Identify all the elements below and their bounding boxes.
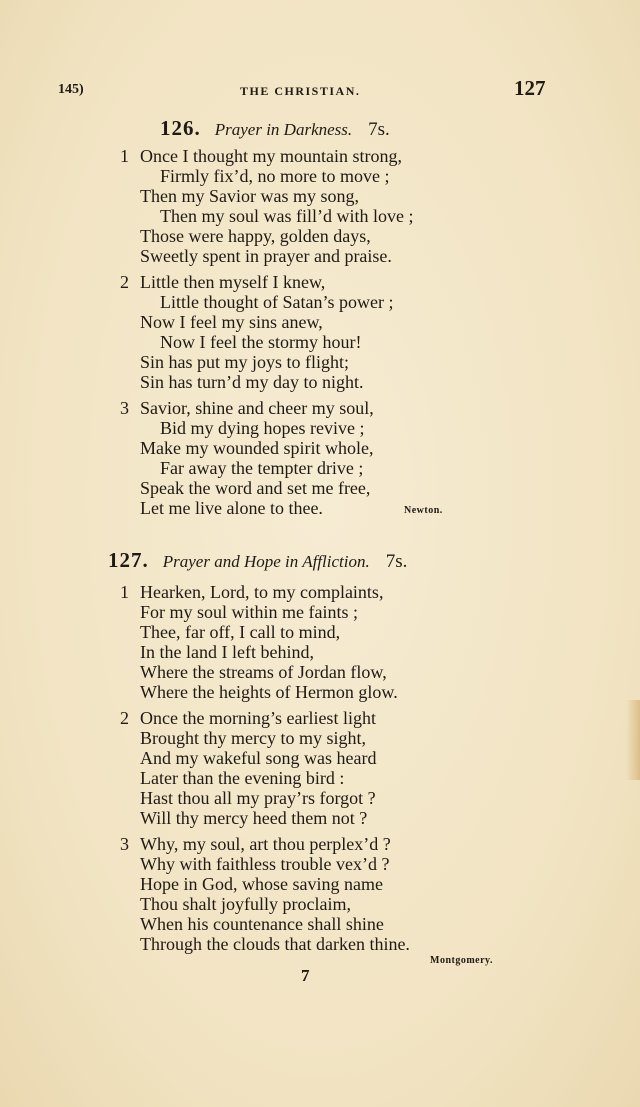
verse-line: Where the heights of Hermon glow. — [140, 682, 398, 702]
hymn-127-heading — [108, 548, 407, 573]
hymn-author: Newton. — [404, 505, 443, 516]
verse-line: Speak the word and set me free, — [140, 478, 371, 498]
verse-line: Bid my dying hopes revive ; — [160, 418, 365, 438]
header-title: THE CHRISTIAN. — [240, 84, 361, 98]
verse-line: Hope in God, whose saving name — [140, 874, 383, 894]
verse-line: Sin has turn’d my day to night. — [140, 372, 364, 392]
verse-line: Brought thy mercy to my sight, — [140, 728, 366, 748]
verse-line: Then my soul was fill’d with love ; — [160, 206, 414, 226]
verse-line: And my wakeful song was heard — [140, 748, 377, 768]
verse-line: Sweetly spent in prayer and praise. — [140, 246, 392, 266]
verse-line: Sin has put my joys to flight; — [140, 352, 350, 372]
verse-line: Hast thou all my pray’rs forgot ? — [140, 788, 376, 808]
hymn-126-heading — [160, 116, 390, 141]
verse-line: Through the clouds that darken thine. — [140, 934, 410, 954]
verse-line: Where the streams of Jordan flow, — [140, 662, 387, 682]
hymn-number: 127. — [108, 548, 149, 572]
verse-line: In the land I left behind, — [140, 642, 314, 662]
verse-line: Will thy mercy heed them not ? — [140, 808, 368, 828]
verse-number: 2 — [120, 708, 129, 728]
verse-line: Far away the tempter drive ; — [160, 458, 364, 478]
verse-line: Savior, shine and cheer my soul, — [140, 398, 374, 418]
verse-number: 1 — [120, 146, 129, 166]
verse-line: Then my Savior was my song, — [140, 186, 359, 206]
running-header — [0, 78, 640, 102]
verse-line: Firmly fix’d, no more to move ; — [160, 166, 390, 186]
verse-line: Now I feel my sins anew, — [140, 312, 323, 332]
verse-number: 3 — [120, 834, 129, 854]
verse-number: 2 — [120, 272, 129, 292]
hymn-title: Prayer and Hope in Affliction. — [162, 552, 370, 571]
verse-line: Later than the evening bird : — [140, 768, 345, 788]
hymn-meter: 7s. — [368, 119, 390, 140]
verse-line: Why, my soul, art thou perplex’d ? — [140, 834, 391, 854]
verse-number: 1 — [120, 582, 129, 602]
verse-line: Once the morning’s earliest light — [140, 708, 376, 728]
verse-line: For my soul within me faints ; — [140, 602, 358, 622]
verse-line: Little thought of Satan’s power ; — [160, 292, 394, 312]
hymn-number: 126. — [160, 116, 201, 140]
verse-line: Thou shalt joyfully proclaim, — [140, 894, 351, 914]
signature-mark: 7 — [301, 966, 310, 985]
verse-line: Let me live alone to thee. — [140, 498, 323, 518]
verse-line: Little then myself I knew, — [140, 272, 326, 292]
page-number: 127 — [514, 76, 546, 100]
header-left-mark: 145) — [58, 82, 84, 97]
verse-line: Hearken, Lord, to my complaints, — [140, 582, 384, 602]
verse-number: 3 — [120, 398, 129, 418]
page-stain — [626, 700, 640, 780]
verse-line: Those were happy, golden days, — [140, 226, 371, 246]
verse-line: Once I thought my mountain strong, — [140, 146, 402, 166]
verse-line: Why with faithless trouble vex’d ? — [140, 854, 390, 874]
verse-line: When his countenance shall shine — [140, 914, 384, 934]
verse-line: Thee, far off, I call to mind, — [140, 622, 341, 642]
verse-line: Now I feel the stormy hour! — [160, 332, 362, 352]
hymn-author: Montgomery. — [430, 955, 493, 966]
verse-line: Make my wounded spirit whole, — [140, 438, 374, 458]
hymn-title: Prayer in Darkness. — [214, 120, 353, 139]
hymn-meter: 7s. — [385, 551, 408, 572]
